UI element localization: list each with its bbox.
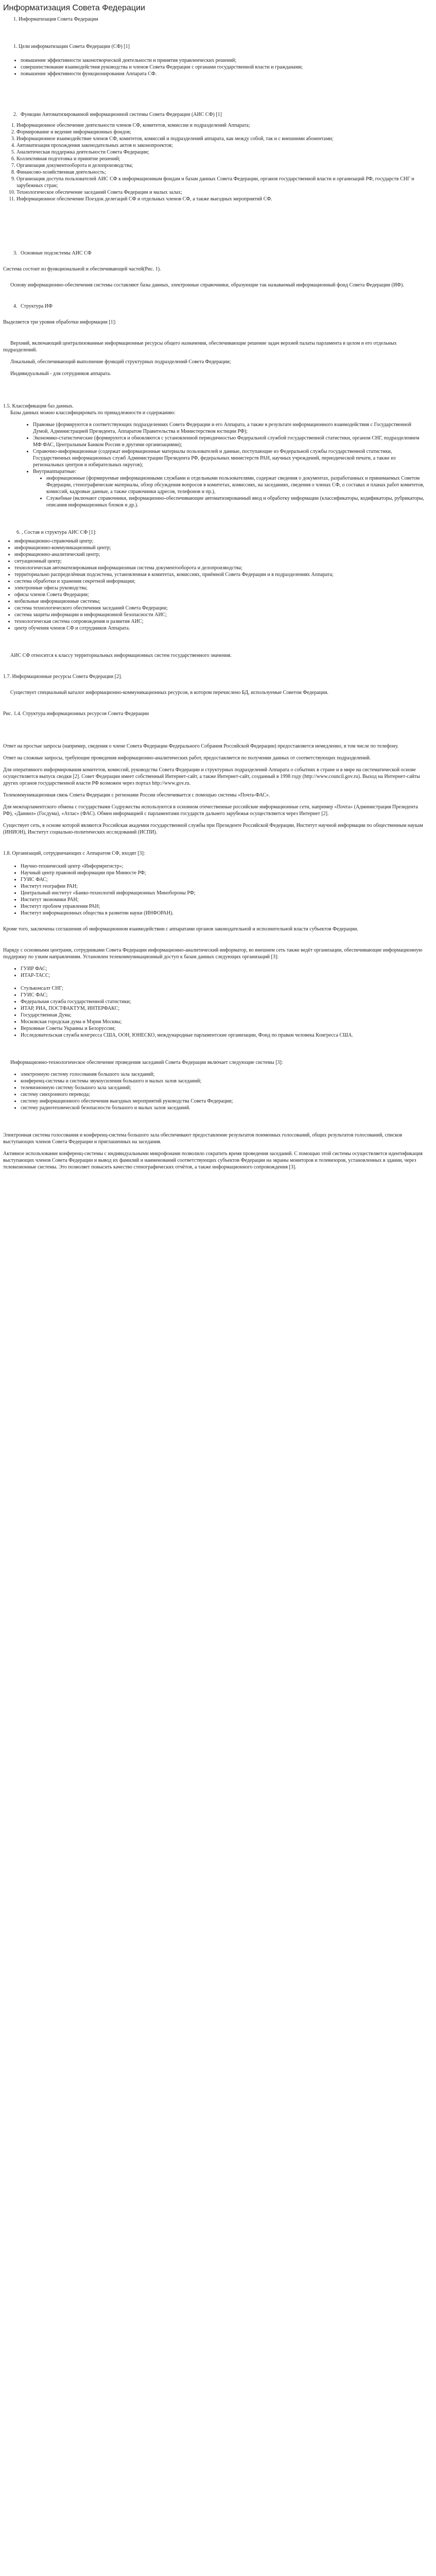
list-item: • информационно-справочный центр; <box>14 538 427 545</box>
section-subsystems-heading: 3. Основные подсистемы АИС СФ <box>19 250 427 257</box>
paragraph-q2: Ответ на сложные запросы, требующие проведения информационно-аналитических работ, предоставляется по получении данных от соответствующих подразделений. <box>3 755 371 761</box>
list-item: • информационно-аналитический центр; <box>14 551 427 558</box>
list-item: • система защиты информации и информационной безопасности АИС; <box>14 612 427 618</box>
list-item: • мобильные информационные системы; <box>14 598 427 605</box>
document-page <box>0 3 430 1196</box>
list-item: • ГУИС ФАС; <box>21 876 427 883</box>
paragraph-special: Существует специальный каталог информационно-коммуникационных ресурсов, в котором перечислено БД, используемые Советом Федерации. <box>10 689 329 696</box>
list-item: • Экономико-статистические (формируются и обновляются с установленной периодичностью Федеральной службой государственной статистики, органом СНГ, подразделением МФ ФАС, Центральным Банком России и другими организациями); <box>33 435 427 448</box>
access-list-2 <box>3 985 427 1039</box>
db-inner-list <box>3 475 427 509</box>
paragraph-q6: Существует сеть, в основе которой являются Российская академия государственной службы при Президенте Российской Федерации, Институт научной информации по общественным наукам (ИНИОН), Институт социально-политических исследований (ИСПИ). <box>3 822 423 835</box>
section-db-class-heading <box>3 403 427 410</box>
list-item: • Московская городская дума и Мэрия Москвы; <box>21 1019 427 1025</box>
section-subsystems-list <box>3 250 427 257</box>
list-item: 4. Автоматизация прохождения законодательных актов и законопроектов; <box>16 142 427 149</box>
paragraph-vote: Электронная система голосования и конференц-система большого зала обеспечивают предоставление результатов поименных голосований, общих результатов голосований, списков выступающих членов Совета Федерации и приглашенных на заседания. <box>3 1132 403 1145</box>
section-goals-list <box>3 43 427 50</box>
section-orgs-title: Организаций, сотрудничающих с Аппаратом СФ, входят [3]: <box>12 850 145 856</box>
list-item: • технологическая автоматизированная информационная система документооборота и делопроизводства; <box>14 565 427 571</box>
section-number: 6. , <box>16 529 23 535</box>
list-item: • Центральный институт «Банко-технологий информационных Минобороны РФ; <box>21 890 427 896</box>
functions-heading-text: Функции Автоматизированной информационной системы Совета Федерации (АИС СФ) [1] <box>21 111 222 117</box>
db-classes-list <box>3 421 427 475</box>
paragraph-upper: Верхний, включающий централизованные информационные ресурсы общего назначения, обеспечивающие решение задач верхней палаты парламента в целом и его отдельных подразделений. <box>3 340 397 353</box>
list-item: • ИТАР, РИА, ПОСТФАКТУМ, ИНТЕРФАКС; <box>21 1005 427 1012</box>
paragraph-levels: Выделяется три уровня обработки информации [1]: <box>3 319 116 325</box>
list-item: • ГУИС ФАС; <box>21 992 427 998</box>
list-item: • электронные офисы руководства; <box>14 585 427 591</box>
tech-list <box>3 1071 427 1111</box>
list-item: • систему информационного обеспечения выездных мероприятий руководства Совета Федерации; <box>21 1098 427 1105</box>
section-1-list <box>3 16 427 23</box>
list-item: 7. Организация документооборота и делопроизводства; <box>16 162 427 169</box>
list-item: • телевизионную систему большого зала заседаний; <box>21 1084 427 1091</box>
list-item: • Верховные Советы Украины и Белоруссии; <box>21 1025 427 1032</box>
section-composition-heading <box>3 529 427 536</box>
list-item: • совершенствование взаимодействия руководства и членов Совета Федерации с органами государственной власти и гражданами; <box>21 64 427 71</box>
list-item: 5. Аналитическая поддержка деятельности Совета Федерации; <box>16 149 427 156</box>
list-item: 10. Технологическое обеспечение заседаний Совета Федерации и малых залах; <box>16 189 427 196</box>
goals-heading-text: Цели информатизации Совета Федерации (СФ) [1] <box>19 43 130 49</box>
list-item: • Федеральная служба государственной статистики; <box>21 998 427 1005</box>
list-item: • конференц-системы и системы звукоусиления большого и малых залов заседаний; <box>21 1078 427 1084</box>
list-item: • Институт географии РАН; <box>21 883 427 890</box>
section-resources-title: Информационные ресурсы Совета Федерации [2]. <box>12 673 122 680</box>
list-item: • Стульконсалт СНГ; <box>21 985 427 992</box>
list-item: • территориально распределённая подсистема, установленная в комитетах, комиссиях, приёмной Совета Федерации и в подразделениях Аппарата; <box>14 571 427 578</box>
section-composition-title: Состав и структура АИС СФ [1]: <box>24 529 97 535</box>
list-item: • Исследовательская служба конгресса США, ООН, ЮНЕСКО, международные парламентские организации, Фонд по правам человека Конгресса США. <box>21 1032 427 1039</box>
list-item: • Институт информационных общества в развитии науки (ИНФОРАН). <box>21 910 427 917</box>
list-item: • информационно-коммуникационный центр; <box>14 545 427 551</box>
list-item: • Правовые (формируются в соответствующих подразделениях Совета Федерации и его Аппарата, а также в результате информационного взаимодействия с Государственной Думой, Администрацией Президента, Аппаратом Правительства и Министерством юстиции РФ); <box>33 421 427 435</box>
list-item: 3. Информационное взаимодействие членов СФ, комитетов, комиссий и подразделений аппарата, как между собой, так и с внешними абонентами; <box>16 135 427 142</box>
section-number: 1.7. <box>3 673 11 680</box>
list-item: • электронную систему голосования большого зала заседаний; <box>21 1071 427 1078</box>
section-if-structure-list <box>3 303 427 310</box>
list-item: • Институт экономики РАН; <box>21 896 427 903</box>
list-item: • Институт проблем управления РАН; <box>21 903 427 910</box>
orgs-list <box>3 863 427 917</box>
list-item: • ситуационный центр; <box>14 558 427 565</box>
functions-list <box>3 122 427 202</box>
paragraph-local: Локальный, обеспечивающий выполнение функций структурных подразделений Совета Федерации; <box>10 359 231 365</box>
section-if-structure-heading: 4. Структура ИФ <box>19 303 427 310</box>
list-item: 6. Коллективная подготовка и принятие решений; <box>16 156 427 162</box>
section-number: 1.5. <box>3 403 11 409</box>
paragraph-basis: Основу информационно-обеспечения системы составляют базы данных, электронные справочники, образующие так называемый информационный фонд Совета Федерации (ИФ). <box>10 282 404 288</box>
section-orgs-heading <box>3 850 427 857</box>
list-item: • центр обучения членов СФ и сотрудников Аппарата. <box>14 625 427 632</box>
list-item: • повышение эффективности функционирования Аппарата СФ. <box>21 71 427 77</box>
list-item: • информационные (формируемые информационными службами и отдельными пользователями, содержат сведения о документах, разработанных и принимаемых Советом Федерации, стенографические материалы, обзор обсуждения вопросов в комитетах, комиссиях, на заседаниях, сведения о членах СФ, о составах и планах работ комитетов, комиссий, кадровые данные, а также справочники адресов, телефонов и пр.), <box>46 475 427 495</box>
list-item: • повышение эффективности законотворческой деятельности и принятия управленческих решений; <box>21 57 427 64</box>
paragraph-q5: Для межпарламентского обмена с государствами Содружества используются в основном отечественные российские информационные сети, например «Почта» (Администрация Президента РФ), «Даниил» (Госдума), «Атлас» (ФАС). Обмен информацией с парламентами государств дальнего зарубежья осуществляется через Интернет [2]. <box>3 804 418 817</box>
goals-list <box>3 57 427 77</box>
list-item: 11. Информационное обеспечение Поездок делегаций СФ и отдельных членов СФ, а также выездных мероприятий СФ. <box>16 196 427 202</box>
paragraph-class: АИС СФ относится к классу территориальных информационных систем государственного значения. <box>10 652 232 658</box>
list-item: • ИТАР-ТАСС; <box>21 972 427 979</box>
paragraph-also: Кроме того, заключены соглашения об информационном взаимодействии с аппаратами органов законодательной и исполнительной власти субъектов Федерации. <box>3 926 358 932</box>
list-item: • система технологического обеспечения заседаний Совета Федерации; <box>14 605 427 612</box>
paragraph-q4: Телекоммуникационная связь Совета Федерации с регионами России обеспечивается с помощью системы «Почта-ФАС». <box>3 792 270 798</box>
list-item: 1. Информационное обеспечение деятельности членов СФ, комитетов, комиссии и подразделений Аппарата; <box>16 122 427 129</box>
figure-caption: Рис. 1.4. Структура информационных ресурсов Совета Федерации <box>3 710 149 717</box>
list-item: • система обработки и хранения секретной информации; <box>14 578 427 585</box>
list-item: • Внутриаппаратные: <box>33 468 427 475</box>
list-item: • Научно-технический центр «Информрегистр»; <box>21 863 427 870</box>
paragraph-q3: Для оперативного информирования комитетов, комиссий, руководства Совета Федерации и структурных подразделений Аппарата о событиях в стране и в мире на систематической основе осуществляется выпуск сводки [2]. Совет Федерации имеет собственный Интернет-сайт, а также Интернет-сайт, созданный в 1998 году (http://www.council.gov.ru). Выход на Интернет-сайты других органов государственной власти РФ возможен через портал http://www.gov.ru. <box>3 767 420 786</box>
list-item: 9. Организация доступа пользователей АИС СФ к информационным фондам и базам данных Совета Федерации, органов государственной власти и организаций РФ, государств СНГ и зарубежных стран; <box>16 176 427 189</box>
document-title: Информатизация Совета Федерации <box>3 4 145 12</box>
section-db-class-title: Классификация баз данных. <box>12 403 74 409</box>
section-resources-heading <box>3 673 427 680</box>
list-item: 2. Формирование и ведение информационных фондов; <box>16 129 427 135</box>
section-functions-list <box>3 111 427 118</box>
list-item: • систему синхронного перевода; <box>21 1091 427 1098</box>
list-item: • ГУИР ФАС; <box>21 965 427 972</box>
access-list <box>3 965 427 979</box>
list-item: • систему радиотехнической безопасности большого и малых залов заседаний. <box>21 1105 427 1111</box>
list-item: • Справочно-информационные (содержат информационные материалы пользователей и данные, поступающие из Федеральной службы государственной статистики, Государственных информационных служб Администрации Президента РФ, федеральных министерств РАН, научных учреждений, периодической печати, а также из региональных центров и избирательных округов); <box>33 448 427 468</box>
paragraph-tech: Информационно-технологическое обеспечение проведения заседаний Совета Федерации включает следующие системы [3]: <box>10 1059 283 1065</box>
list-item: • офисы членов Совета Федерации; <box>14 591 427 598</box>
paragraph-active: Активное использование конференц-системы с индивидуальными микрофонами позволило сократить время проведения заседаний. С помощью этой системы осуществляется идентификация выступающих членов Совета Федерации и вывод их фамилий и наименований соответствующих субъектов Федерации на экраны мониторов и телевизоров, установленных в здании, через телевизионные системы. Это позволяет повысить качество стенографических отчётов, а также информационного сопровождения [3]. <box>3 1150 423 1170</box>
section-functions-heading <box>19 111 427 118</box>
section-goals-heading <box>19 43 427 50</box>
list-item: • технологическая система сопровождения и развития АИС; <box>14 618 427 625</box>
list-item: • Государственная Дума; <box>21 1012 427 1019</box>
section-1-heading: 1. Информатизация Совета Федерации <box>19 16 427 23</box>
paragraph-together: Наряду с основными центрами, сотрудниками Совета Федерации информационно-аналитический информатор, во внешнем сеть также ведёт организации, обеспечивающие информационную поддержку по узким направлениям. Установлен телекоммуникационный доступ к базам данных следующих организаций [3]: <box>3 947 423 960</box>
section-number: 1.8. <box>3 850 11 856</box>
list-item: • Научный центр правовой информации при Минюсте РФ; <box>21 870 427 876</box>
paragraph-consists: Система состоит из функциональной и обеспечивающей частей(Рис. 1). <box>3 266 161 272</box>
composition-list <box>3 538 427 632</box>
paragraph-dbclass: Базы данных можно классифицировать по принадлежности и содержанию: <box>10 410 176 416</box>
list-item: • Служебные (включают справочники, информационно-обеспечивающие автоматизированный ввод и обработку информации (классификаторы, кодификаторы, рубрикаторы, описания информационных блоков и др.). <box>46 495 427 509</box>
paragraph-individual: Индивидуальный - для сотрудников аппарата. <box>10 370 111 377</box>
paragraph-q1: Ответ на простые запросы (например, сведения о члене Совета Федерации Федерального Собрания Российской Федерации) предоставляется немедленно, в том числе по телефону. <box>3 743 399 749</box>
list-item: 8. Финансово-хозяйственная деятельность; <box>16 169 427 176</box>
